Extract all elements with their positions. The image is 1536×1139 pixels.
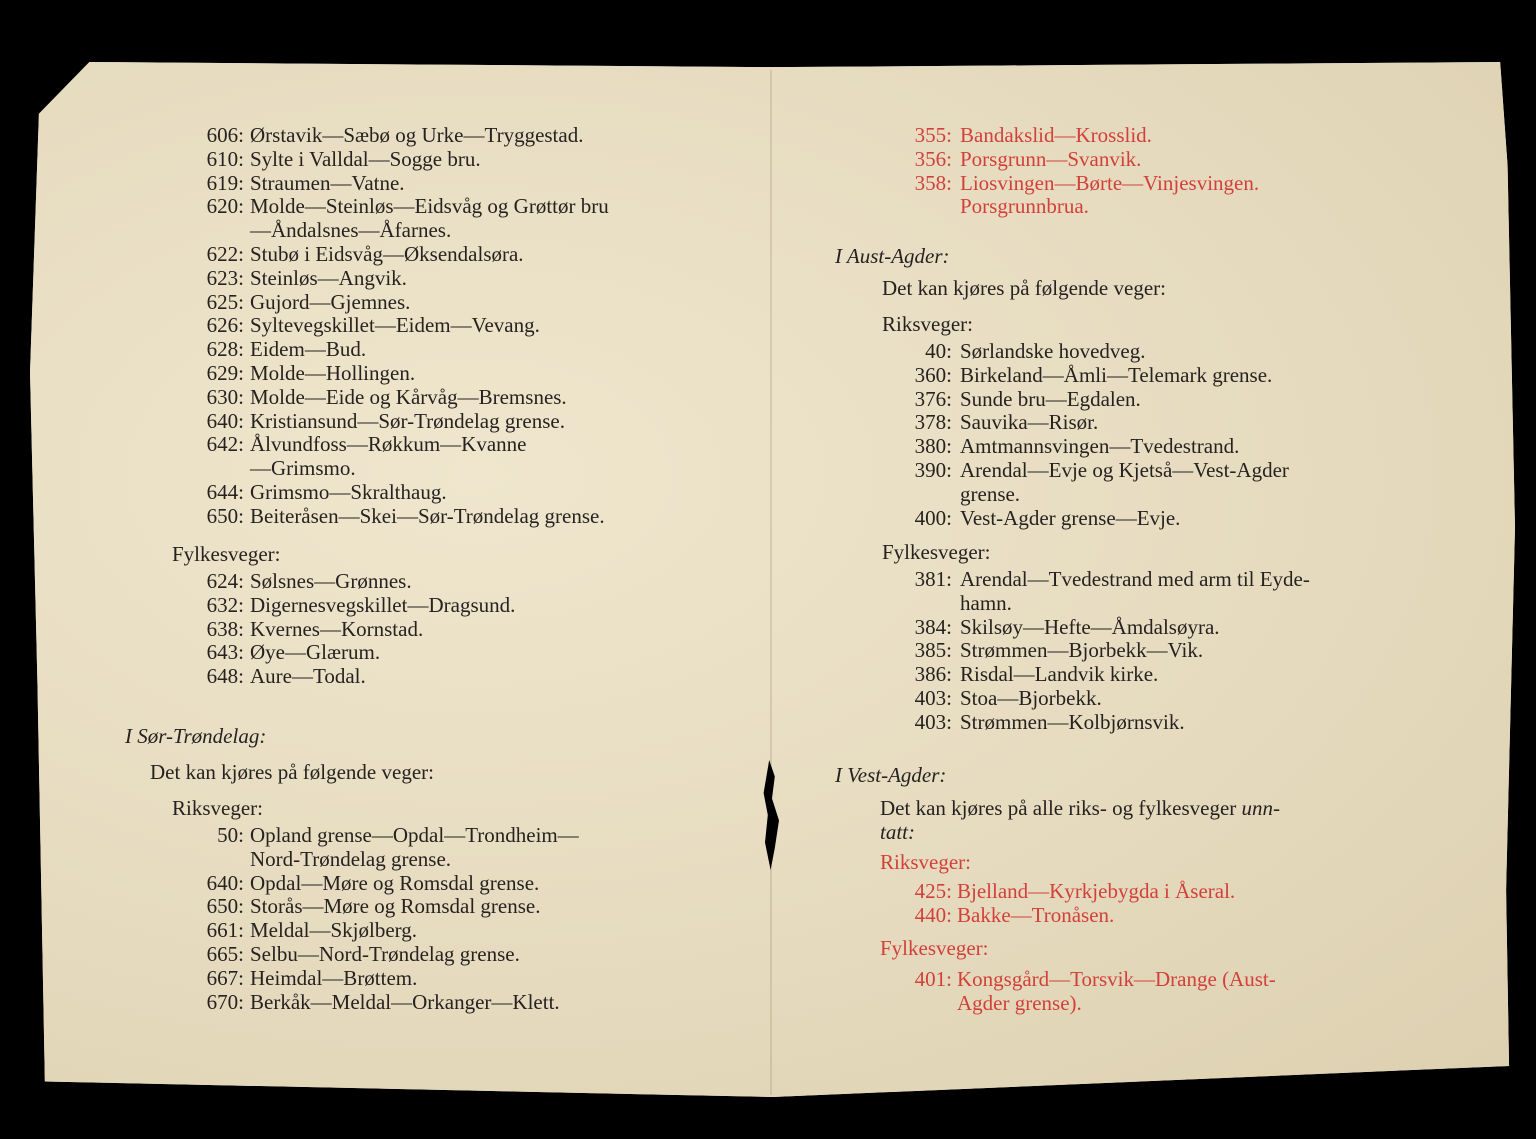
road-description: Steinløs—Angvik. <box>250 265 407 290</box>
road-number: 648: <box>206 664 244 689</box>
road-description: Straumen—Vatne. <box>250 170 405 195</box>
road-description-continued: —Åndalsnes—Åfarnes. <box>250 218 452 243</box>
road-number: 642: <box>206 432 244 457</box>
road-description: Porsgrunn—Svanvik. <box>960 146 1142 171</box>
left-fylkesveger-label: Fylkesveger: <box>172 542 281 566</box>
road-description: Kongsgård—Torsvik—Drange (Aust- <box>957 967 1276 991</box>
road-description: Sølsnes—Grønnes. <box>250 569 412 593</box>
left-riksveger-label: Riksveger: <box>172 796 263 820</box>
road-number: 385: <box>914 638 952 663</box>
road-description: Strømmen—Bjorbekk—Vik. <box>960 638 1204 663</box>
road-description: Sørlandske hovedveg. <box>960 339 1146 363</box>
road-description: Digernesvegskillet—Dragsund. <box>250 592 516 617</box>
road-number: 650: <box>206 894 244 919</box>
road-number: 376: <box>914 386 952 411</box>
road-description: Molde—Eide og Kårvåg—Bremsnes. <box>250 384 567 409</box>
road-number: 380: <box>914 434 952 459</box>
road-description: Vest-Agder grense—Evje. <box>960 505 1181 530</box>
road-number: 630: <box>206 384 244 409</box>
road-number: 626: <box>206 313 244 338</box>
road-description: Kvernes—Kornstad. <box>250 616 424 641</box>
road-number: 356: <box>914 146 952 171</box>
road-number: 381: <box>914 567 952 591</box>
road-description: Eidem—Bud. <box>250 337 367 362</box>
road-number: 650: <box>206 503 244 528</box>
road-number: 384: <box>914 614 952 639</box>
road-description: Arendal—Evje og Kjetså—Vest-Agder <box>960 458 1289 482</box>
road-number: 50: <box>217 823 244 847</box>
road-description: Risdal—Landvik kirke. <box>960 662 1159 687</box>
road-number: 624: <box>206 569 244 593</box>
road-description: Beiteråsen—Skei—Sør-Trøndelag grense. <box>250 503 605 528</box>
road-description: Opdal—Møre og Romsdal grense. <box>250 870 540 895</box>
road-number: 620: <box>206 194 244 219</box>
road-description: Heimdal—Brøttem. <box>250 965 418 990</box>
road-number: 628: <box>206 337 244 362</box>
red-fylkesveger-label: Fylkesveger: <box>880 936 989 960</box>
road-number: 400: <box>914 505 952 530</box>
road-description: Stoa—Bjorbekk. <box>960 686 1102 710</box>
road-description: Sylte i Valldal—Sogge bru. <box>250 146 481 171</box>
road-number: 640: <box>206 408 244 433</box>
road-number: 632: <box>206 592 244 617</box>
road-number: 386: <box>914 662 952 687</box>
road-number: 440: <box>914 902 952 927</box>
aust-agder-heading: I Aust-Agder: <box>835 244 950 268</box>
road-description: Amtmannsvingen—Tvedestrand. <box>960 434 1240 459</box>
road-number: 355: <box>914 123 952 147</box>
aust-agder-intro: Det kan kjøres på følgende veger: <box>882 276 1166 300</box>
road-number: 390: <box>914 458 952 482</box>
right-riksveger-label: Riksveger: <box>882 312 973 336</box>
road-description: Øye—Glærum. <box>250 640 381 665</box>
road-number: 629: <box>206 361 244 385</box>
road-number: 638: <box>206 616 244 641</box>
road-description-continued: grense. <box>960 481 1021 506</box>
road-description: Liosvingen—Børte—Vinjesvingen. <box>960 170 1260 195</box>
page-fold <box>770 70 772 1095</box>
road-number: 644: <box>206 480 244 504</box>
road-description: Bandakslid—Krosslid. <box>960 123 1152 147</box>
road-description-continued: Nord-Trøndelag grense. <box>250 846 452 871</box>
road-number: 403: <box>914 709 952 734</box>
road-description: Sauvika—Risør. <box>960 410 1099 435</box>
road-description: Birkeland—Åmli—Telemark grense. <box>960 362 1273 387</box>
road-description: Storås—Møre og Romsdal grense. <box>250 894 541 919</box>
road-description: Opland grense—Opdal—Trondheim— <box>250 823 579 847</box>
road-description: Berkåk—Meldal—Orkanger—Klett. <box>250 989 560 1014</box>
vest-agder-heading: I Vest-Agder: <box>835 763 947 787</box>
road-description: Sunde bru—Egdalen. <box>960 386 1141 411</box>
road-description: Meldal—Skjølberg. <box>250 918 418 943</box>
road-description: Ålvundfoss—Røkkum—Kvanne <box>250 432 527 457</box>
road-number: 640: <box>206 870 244 895</box>
vest-agder-intro: Det kan kjøres på alle riks- og fylkesveger unn- <box>880 796 1281 820</box>
road-number: 667: <box>206 965 244 990</box>
red-riksveger-label: Riksveger: <box>880 850 971 874</box>
road-number: 606: <box>206 123 244 147</box>
road-description: Ørstavik—Sæbø og Urke—Tryggestad. <box>250 123 584 147</box>
road-number: 610: <box>206 146 244 171</box>
road-description: Arendal—Tvedestrand med arm til Eyde- <box>960 567 1310 591</box>
road-description: Selbu—Nord-Trøndelag grense. <box>250 942 520 966</box>
road-number: 401: <box>914 967 952 991</box>
road-number: 670: <box>206 989 244 1014</box>
road-number: 622: <box>206 242 244 266</box>
right-fylkesveger-label: Fylkesveger: <box>882 540 991 564</box>
road-description: Strømmen—Kolbjørnsvik. <box>960 709 1185 734</box>
road-number: 623: <box>206 265 244 290</box>
road-number: 625: <box>206 289 244 314</box>
road-number: 425: <box>914 879 952 903</box>
road-description-continued: Agder grense). <box>957 990 1082 1015</box>
road-description: Gujord—Gjemnes. <box>250 289 411 314</box>
road-description: Grimsmo—Skralthaug. <box>250 480 447 504</box>
road-number: 360: <box>914 362 952 387</box>
road-number: 661: <box>206 918 244 943</box>
road-description: Skilsøy—Hefte—Åmdalsøyra. <box>960 614 1220 639</box>
road-number: 403: <box>914 686 952 710</box>
road-description: Bakke—Tronåsen. <box>957 902 1115 927</box>
road-description: Kristiansund—Sør-Trøndelag grense. <box>250 408 565 433</box>
vest-agder-intro-cont: tatt: <box>880 820 915 844</box>
road-description-continued: hamn. <box>960 590 1012 615</box>
sor-trondelag-heading: I Sør-Trøndelag: <box>125 724 267 748</box>
road-description: Syltevegskillet—Eidem—Vevang. <box>250 313 540 338</box>
sor-trondelag-intro: Det kan kjøres på følgende veger: <box>150 760 434 784</box>
road-number: 619: <box>206 170 244 195</box>
road-number: 378: <box>914 410 952 435</box>
road-number: 665: <box>206 942 244 966</box>
road-description: Molde—Hollingen. <box>250 361 416 385</box>
road-description: Bjelland—Kyrkjebygda i Åseral. <box>957 879 1236 903</box>
road-description-continued: —Grimsmo. <box>250 456 356 481</box>
road-number: 643: <box>206 640 244 665</box>
road-number: 358: <box>914 170 952 195</box>
road-description: Stubø i Eidsvåg—Øksendalsøra. <box>250 242 524 266</box>
road-description-continued: Porsgrunnbrua. <box>960 194 1089 219</box>
road-description: Molde—Steinløs—Eidsvåg og Grøttør bru <box>250 194 609 219</box>
road-description: Aure—Todal. <box>250 664 366 689</box>
road-number: 40: <box>925 339 952 363</box>
